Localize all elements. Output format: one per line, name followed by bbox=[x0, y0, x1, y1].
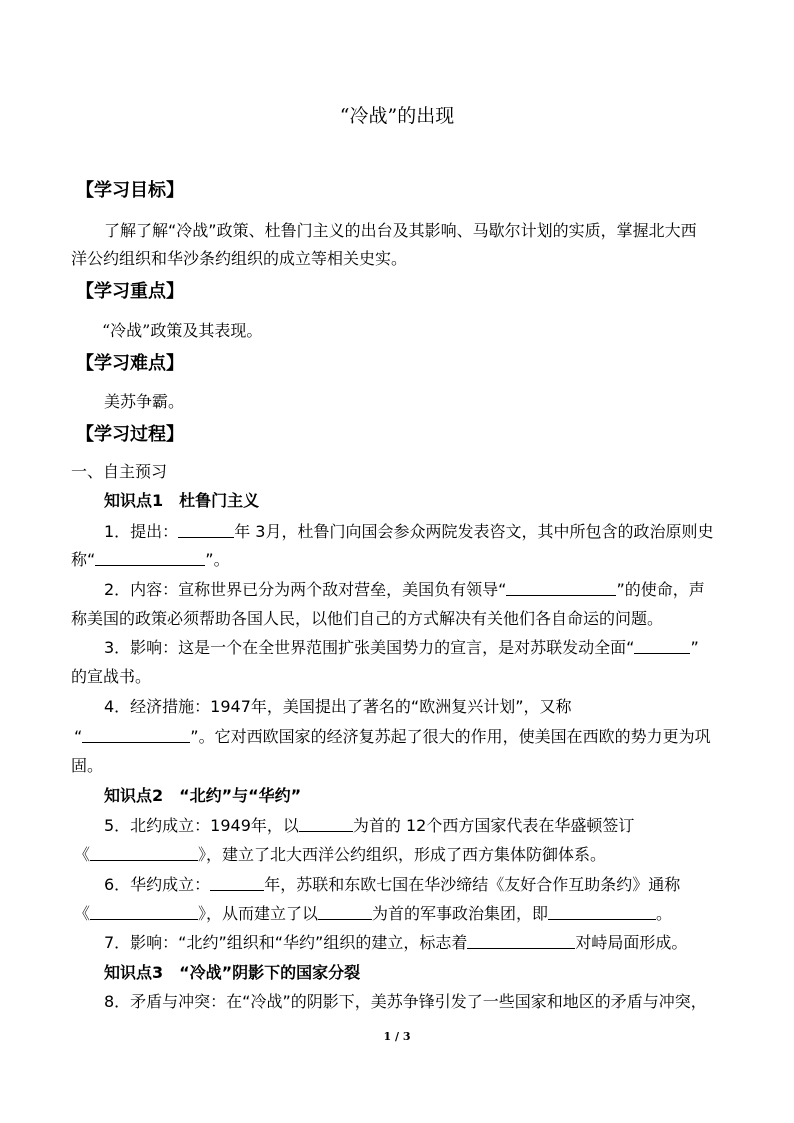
answer-blank[interactable] bbox=[318, 905, 372, 920]
question-1-line1 bbox=[104, 522, 713, 542]
answer-blank[interactable] bbox=[90, 846, 198, 861]
answer-blank[interactable] bbox=[467, 934, 575, 949]
answer-blank[interactable] bbox=[178, 523, 234, 538]
q7-text: 7．影响：“北约”组织和“华约”组织的建立，标志着 bbox=[104, 933, 468, 952]
key-text: “冷战”政策及其表现。 bbox=[102, 321, 263, 340]
difficulty-heading: 【学习难点】 bbox=[76, 353, 184, 374]
difficulty-text: 美苏争霸。 bbox=[104, 392, 185, 411]
q6-text: 》，从而建立了以 bbox=[198, 904, 319, 923]
q5-text: 》，建立了北大西洋公约组织，形成了西方集体防御体系。 bbox=[198, 845, 607, 864]
answer-blank[interactable] bbox=[210, 876, 264, 891]
q6-text: 为首的军事政治集团，即 bbox=[372, 904, 549, 923]
q3-text: ” bbox=[690, 638, 699, 657]
answer-blank[interactable] bbox=[634, 639, 690, 654]
question-4-line2 bbox=[74, 727, 711, 747]
q5-text: 为首的 12个西方国家代表在华盛顿签订 bbox=[352, 816, 635, 835]
q4-text: ”。它对西欧国家的经济复苏起了很大的作用，使美国在西欧的势力更为巩 bbox=[190, 727, 711, 746]
q5-text: 《 bbox=[74, 845, 91, 864]
question-2-line2: 称美国的政策必须帮助各国人民，以他们自己的方式解决有关他们各自命运的问题。 bbox=[71, 609, 664, 628]
q6-text: 6．华约成立： bbox=[104, 875, 211, 894]
q2-text: 2．内容：宣称世界已分为两个敌对营垒，美国负有领导“ bbox=[104, 580, 507, 599]
q6-text: 《 bbox=[74, 904, 91, 923]
q1-text: 称“ bbox=[71, 550, 96, 569]
question-1-line2 bbox=[71, 550, 230, 570]
q6-text: 年，苏联和东欧七国在华沙缔结《友好合作互助条约》通称 bbox=[264, 875, 681, 894]
q3-text: 3．影响：这是一个在全世界范围扩张美国势力的宣言，是对苏联发动全面“ bbox=[104, 638, 635, 657]
q1-text: 1．提出： bbox=[104, 522, 179, 541]
question-5-line2 bbox=[74, 845, 606, 865]
process-heading: 【学习过程】 bbox=[76, 424, 184, 445]
question-7-line1 bbox=[104, 933, 687, 953]
answer-blank[interactable] bbox=[506, 581, 616, 596]
question-5-line1 bbox=[104, 816, 634, 836]
question-6-line2 bbox=[74, 904, 672, 924]
goals-text-line2: 洋公约组织和华沙条约组织的成立等相关史实。 bbox=[71, 249, 408, 268]
q5-text: 5．北约成立：1949年，以 bbox=[104, 816, 299, 835]
q1-text: ”。 bbox=[205, 550, 230, 569]
preview-heading: 一、自主预习 bbox=[71, 462, 168, 481]
q7-text: 对峙局面形成。 bbox=[575, 933, 688, 952]
key-heading: 【学习重点】 bbox=[76, 281, 184, 302]
question-2-line1 bbox=[104, 580, 705, 600]
goals-text-line1: 了解了解“冷战”政策、杜鲁门主义的出台及其影响、马歇尔计划的实质，掌握北大西 bbox=[104, 221, 697, 240]
answer-blank[interactable] bbox=[95, 551, 205, 566]
q2-text: ”的使命，声 bbox=[616, 580, 705, 599]
question-3-line1 bbox=[104, 638, 699, 658]
question-4-line1: 4．经济措施：1947年，美国提出了著名的“欧洲复兴计划”，又称 bbox=[104, 697, 572, 716]
goals-heading: 【学习目标】 bbox=[76, 180, 184, 201]
question-3-line2: 的宣战书。 bbox=[71, 667, 152, 686]
q1-text: 年 3月，杜鲁门向国会参众两院发表咨文，其中所包含的政治原则史 bbox=[234, 522, 714, 541]
kp3-title: 知识点3 “冷战”阴影下的国家分裂 bbox=[104, 963, 361, 982]
kp1-title: 知识点1 杜鲁门主义 bbox=[104, 491, 260, 510]
q4-text: “ bbox=[74, 727, 83, 746]
q6-text: 。 bbox=[656, 904, 673, 923]
kp2-title: 知识点2 “北约”与“华约” bbox=[104, 786, 302, 805]
answer-blank[interactable] bbox=[82, 728, 190, 743]
question-8-line1: 8．矛盾与冲突：在“冷战”的阴影下，美苏争锋引发了一些国家和地区的矛盾与冲突， bbox=[104, 992, 707, 1011]
page-number: 1 / 3 bbox=[383, 1030, 411, 1043]
answer-blank[interactable] bbox=[90, 905, 198, 920]
page-title: “冷战”的出现 bbox=[339, 105, 455, 127]
question-6-line1 bbox=[104, 875, 680, 895]
answer-blank[interactable] bbox=[548, 905, 656, 920]
question-4-line3: 固。 bbox=[71, 756, 104, 775]
answer-blank[interactable] bbox=[299, 817, 353, 832]
